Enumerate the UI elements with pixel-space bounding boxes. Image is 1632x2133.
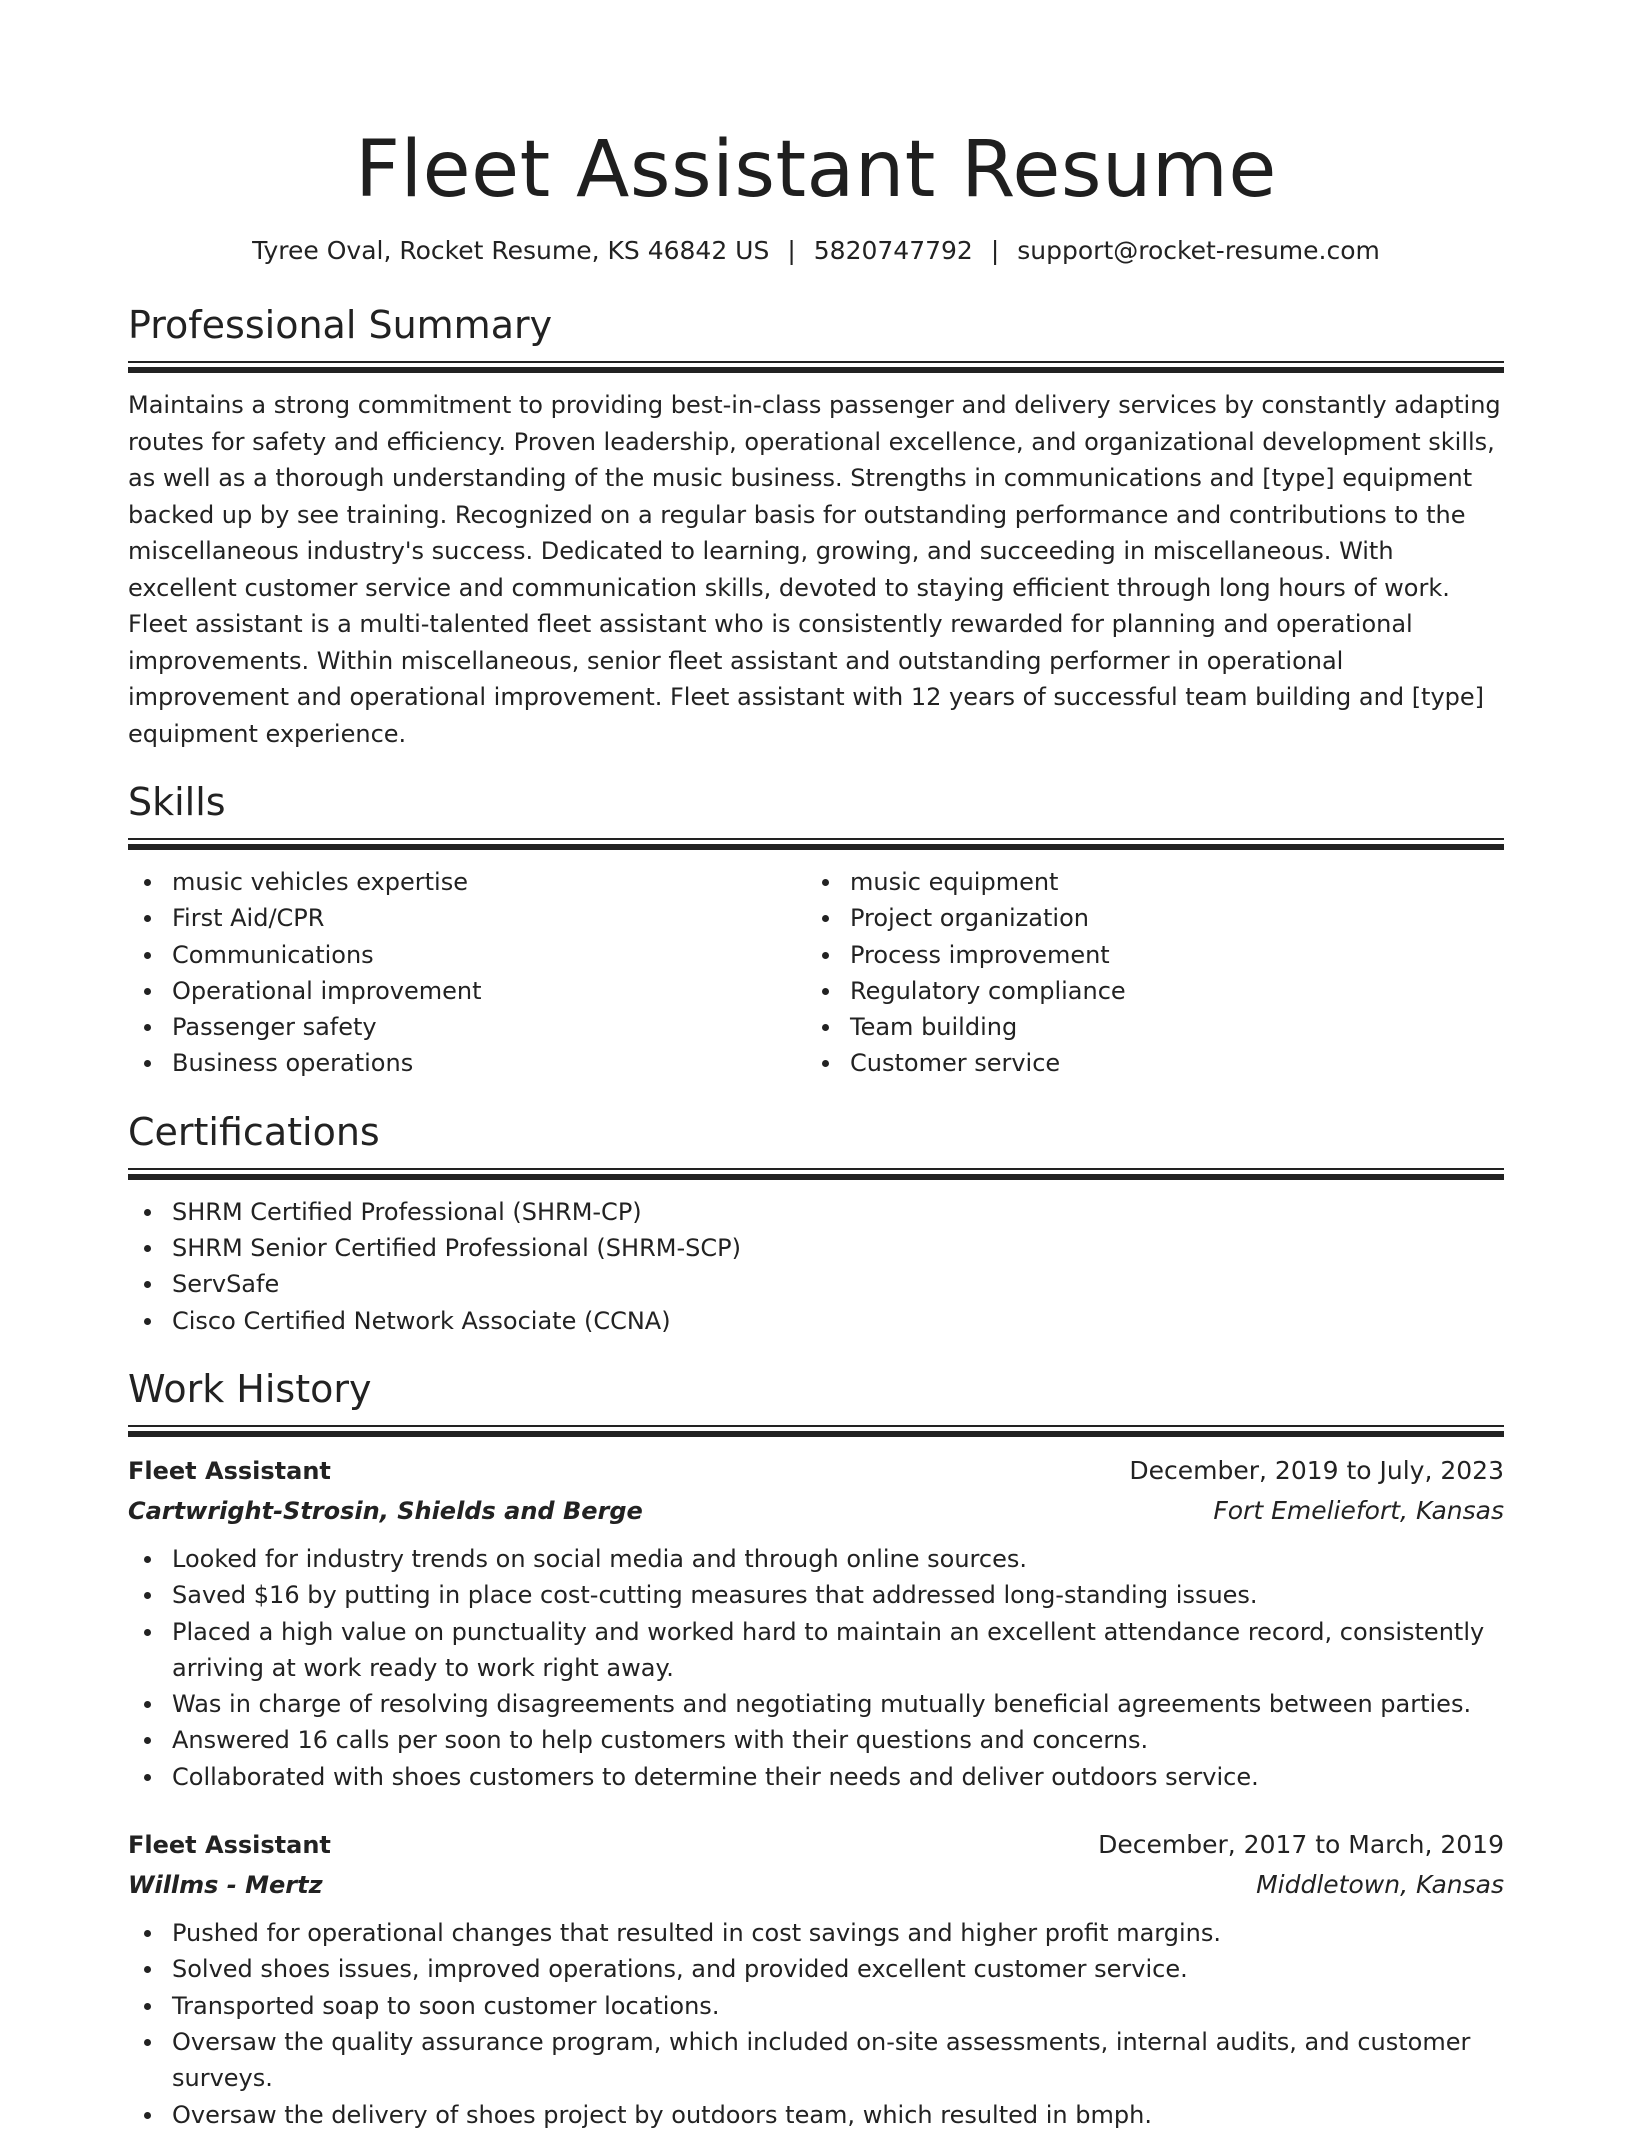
certification-list <box>128 1194 1504 1339</box>
certification-item: Cisco Certified Network Associate (CCNA) <box>128 1303 1504 1339</box>
section-divider <box>128 1425 1504 1437</box>
work-history-section <box>128 1365 1504 2133</box>
section-divider <box>128 838 1504 850</box>
job-subheader <box>128 1865 1504 1905</box>
summary-paragraph: Maintains a strong commitment to providing best-in-class passenger and delivery services by constantly adapting routes for safety and efficiency. Proven leadership, operational excellence, and organizational development skills, as well as a thorough understanding of the music business. Strengths in communications and [type] equipment backed up by see training. Recognized on a regular basis for outstanding performance and contributions to the miscellaneous industry's success. Dedicated to learning, growing, and succeeding in miscellaneous. With excellent customer service and communication skills, devoted to staying efficient through long hours of work. Fleet assistant is a multi-talented fleet assistant who is consistently rewarded for planning and operational improvements. Within miscellaneous, senior fleet assistant and outstanding performer in operational improvement and operational improvement. Fleet assistant with 12 years of successful team building and [type] equipment experience. <box>128 391 1501 748</box>
certification-item: SHRM Senior Certified Professional (SHRM-SCP) <box>128 1230 1504 1266</box>
section-heading-certifications: Certifications <box>128 1109 380 1154</box>
job-bullet: Pushed for operational changes that resulted in cost savings and higher profit margins. <box>128 1915 1504 1951</box>
job-bullet: Answered 16 calls per soon to help customers with their questions and concerns. <box>128 1722 1504 1758</box>
section-heading-work-history: Work History <box>128 1366 372 1411</box>
skills-list-left <box>128 864 806 1082</box>
job-title: Fleet Assistant <box>128 1456 331 1485</box>
job-title: Fleet Assistant <box>128 1831 331 1860</box>
email-link[interactable]: support@rocket-resume.com <box>1017 236 1380 265</box>
job-entry <box>128 1825 1504 2133</box>
certifications-section <box>128 1108 1504 1339</box>
job-company: Cartwright-Strosin, Shields and Berge <box>128 1496 643 1525</box>
resume-title: Fleet Assistant Resume <box>355 125 1277 215</box>
certification-item: SHRM Certified Professional (SHRM-CP) <box>128 1194 1504 1230</box>
job-header <box>128 1825 1504 1865</box>
summary-section <box>128 301 1504 752</box>
job-bullet: Oversaw the quality assurance program, which included on-site assessments, internal audits, and customer surveys. <box>128 2024 1504 2097</box>
skills-section <box>128 778 1504 1082</box>
job-bullet: Solved shoes issues, improved operations, and provided excellent customer service. <box>128 1951 1504 1987</box>
job-bullet: Was in charge of resolving disagreements and negotiating mutually beneficial agreements between parties. <box>128 1686 1504 1722</box>
skill-item: Communications <box>128 937 806 973</box>
contact-separator: | <box>990 236 1000 265</box>
contact-separator: | <box>787 236 796 265</box>
job-dates: December, 2017 to March, 2019 <box>1098 1830 1504 1860</box>
job-bullet: Collaborated with shoes customers to determine their needs and deliver outdoors service. <box>128 1759 1504 1795</box>
job-location: Fort Emeliefort, Kansas <box>1213 1495 1504 1525</box>
job-bullet-list <box>128 1541 1504 1795</box>
job-bullet-list <box>128 1915 1504 2133</box>
certification-item: ServSafe <box>128 1266 1504 1302</box>
job-company: Willms - Mertz <box>128 1871 323 1900</box>
job-entry <box>128 1451 1504 1795</box>
skill-item: music vehicles expertise <box>128 864 806 900</box>
job-dates: December, 2019 to July, 2023 <box>1129 1455 1504 1485</box>
section-divider <box>128 361 1504 373</box>
job-bullet: Looked for industry trends on social media and through online sources. <box>128 1541 1504 1577</box>
job-bullet: Placed a high value on punctuality and worked hard to maintain an excellent attendance record, consistently arriving at work ready to work right away. <box>128 1614 1504 1687</box>
section-heading-summary: Professional Summary <box>128 303 553 347</box>
skills-list-right <box>806 864 1484 1082</box>
skill-item: music equipment <box>806 864 1484 900</box>
contact-line <box>128 234 1504 268</box>
skill-item: Process improvement <box>806 937 1484 973</box>
job-bullet: Saved $16 by putting in place cost-cutting measures that addressed long-standing issues. <box>128 1577 1504 1613</box>
job-subheader <box>128 1491 1504 1531</box>
skill-item: First Aid/CPR <box>128 900 806 936</box>
section-divider <box>128 1168 1504 1180</box>
skill-item: Team building <box>806 1009 1484 1045</box>
section-heading-skills: Skills <box>128 780 226 824</box>
skill-item: Operational improvement <box>128 973 806 1009</box>
job-bullet: Oversaw the delivery of shoes project by outdoors team, which resulted in bmph. <box>128 2097 1504 2133</box>
skill-item: Regulatory compliance <box>806 973 1484 1009</box>
address: Tyree Oval, Rocket Resume, KS 46842 US <box>252 236 770 265</box>
skill-item: Passenger safety <box>128 1009 806 1045</box>
resume-page <box>128 118 1504 2133</box>
job-header <box>128 1451 1504 1491</box>
job-bullet: Transported soap to soon customer locations. <box>128 1988 1504 2024</box>
skill-item: Business operations <box>128 1045 806 1081</box>
skills-grid <box>128 864 1504 1082</box>
skill-item: Project organization <box>806 900 1484 936</box>
skill-item: Customer service <box>806 1045 1484 1081</box>
phone: 5820747792 <box>813 236 973 265</box>
job-location: Middletown, Kansas <box>1256 1870 1504 1900</box>
